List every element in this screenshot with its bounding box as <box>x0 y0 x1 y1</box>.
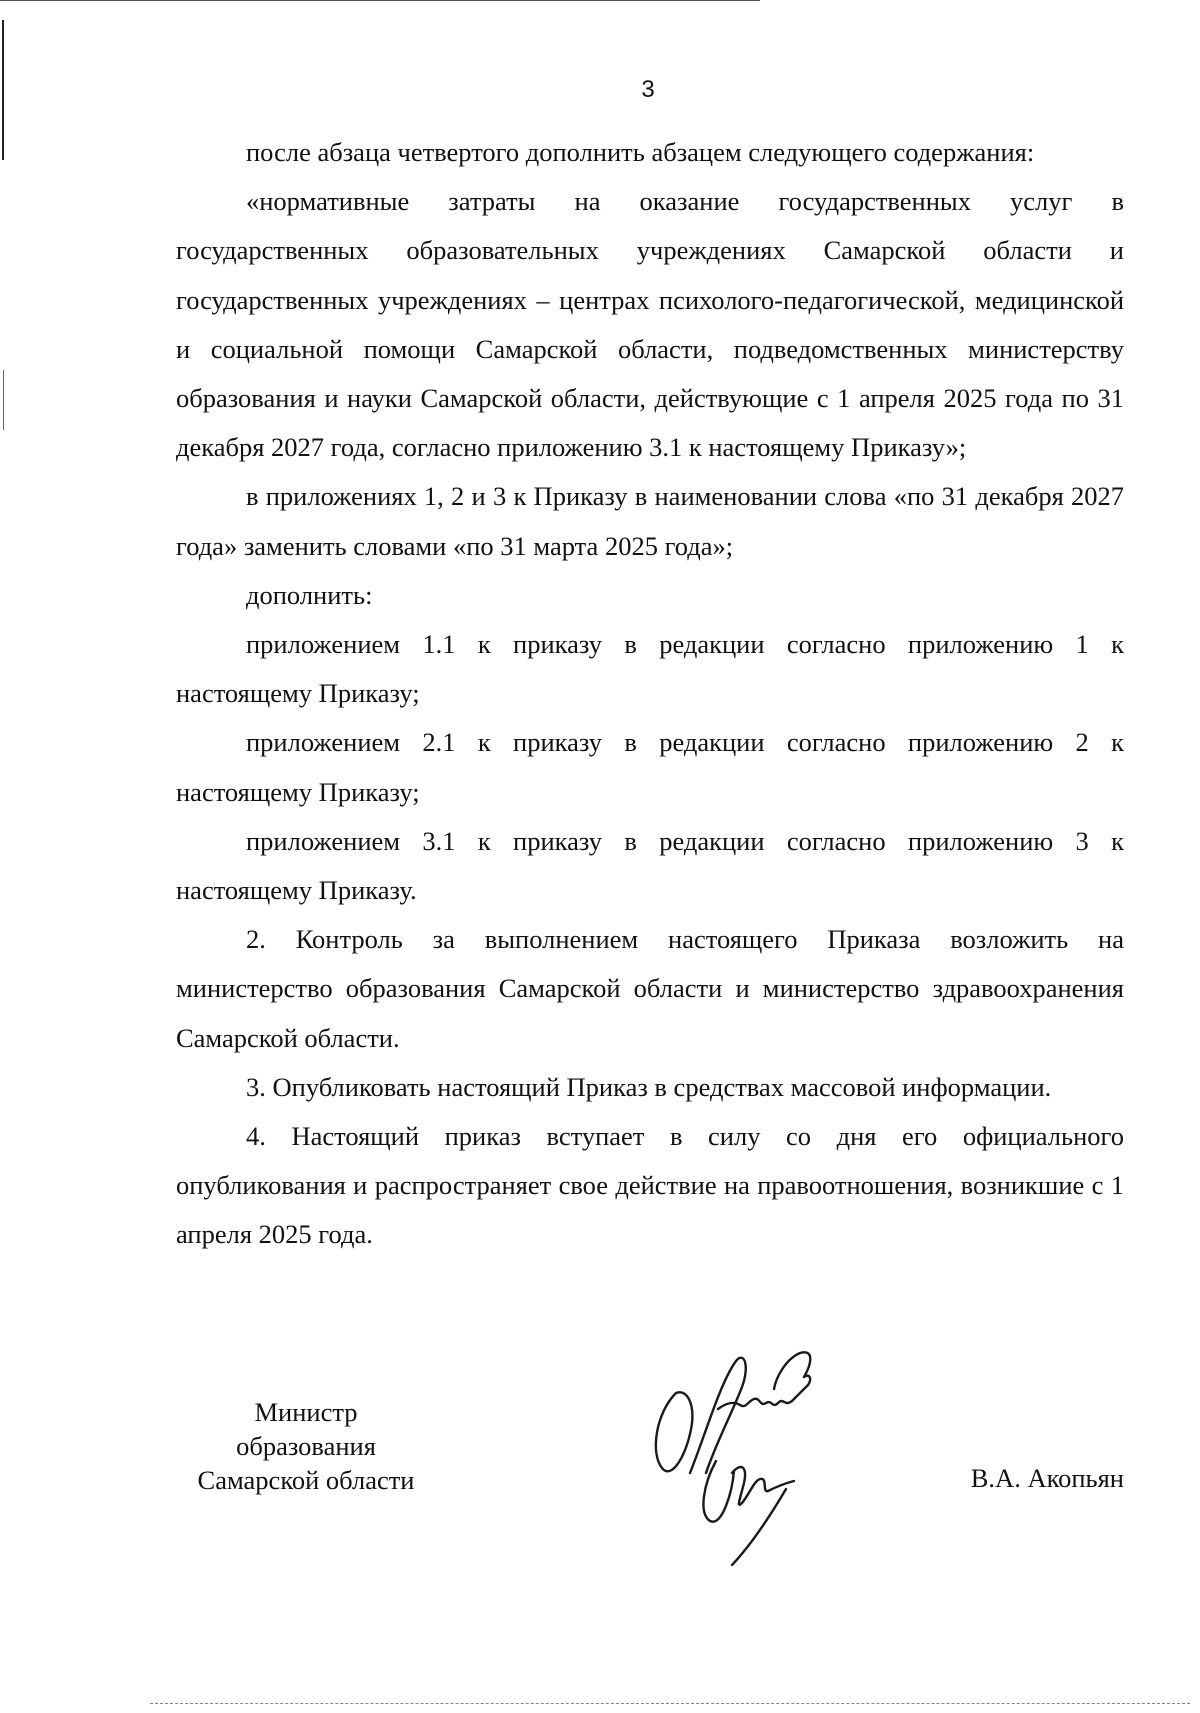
signatory-title-line: Самарской области <box>197 1465 415 1495</box>
signature-block <box>176 1395 1124 1595</box>
signatory-title <box>176 1395 436 1497</box>
paragraph: 3. Опубликовать настоящий Приказ в средствах массовой информации. <box>246 1071 1052 1102</box>
scan-artifact-bottom <box>150 1703 1190 1705</box>
paragraph: приложением 3.1 к приказу в редакции согласно приложению 3 к настоящему Приказу. <box>176 825 1124 906</box>
scan-artifact-top <box>0 0 760 1</box>
handwritten-signature-icon <box>636 1343 836 1573</box>
paragraph: в приложениях 1, 2 и 3 к Приказу в наименовании слова «по 31 декабря 2027 года» заменить словами «по 31 марта 2025 года»; <box>176 481 1124 561</box>
paragraph: 2. Контроль за выполнением настоящего Приказа возложить на министерство образования Самарской области и министерство здравоохранения Самарской области. <box>176 924 1124 1053</box>
document-body <box>176 128 1124 1260</box>
scan-artifact-left <box>2 20 4 160</box>
signatory-title-line: образования <box>236 1431 376 1461</box>
page-number: 3 <box>641 76 655 103</box>
paragraph: «нормативные затраты на оказание государственных услуг в государственных образовательных учреждениях Самарской области и государственных учреждениях – центрах психолого-педагогической, медицинской и социальной помощи Самарской области, подведомственных министерству образования и науки Самарской области, действующие с 1 апреля 2025 года по 31 декабря 2027 года, согласно приложению 3.1 к настоящему Приказу»; <box>176 186 1124 463</box>
paragraph: приложением 1.1 к приказу в редакции согласно приложению 1 к настоящему Приказу; <box>176 629 1124 709</box>
signatory-name: В.А. Акопьян <box>970 1463 1124 1493</box>
paragraph: приложением 2.1 к приказу в редакции согласно приложению 2 к настоящему Приказу; <box>176 727 1124 807</box>
paragraph: 4. Настоящий приказ вступает в силу со дня его официального опубликования и распространяет свое действие на правоотношения, возникшие с 1 апреля 2025 года. <box>176 1121 1124 1250</box>
paragraph: после абзаца четвертого дополнить абзацем следующего содержания: <box>246 137 1035 167</box>
scan-artifact-left-2 <box>3 370 4 430</box>
paragraph: дополнить: <box>246 579 373 610</box>
signatory-title-line: Министр <box>254 1397 358 1427</box>
